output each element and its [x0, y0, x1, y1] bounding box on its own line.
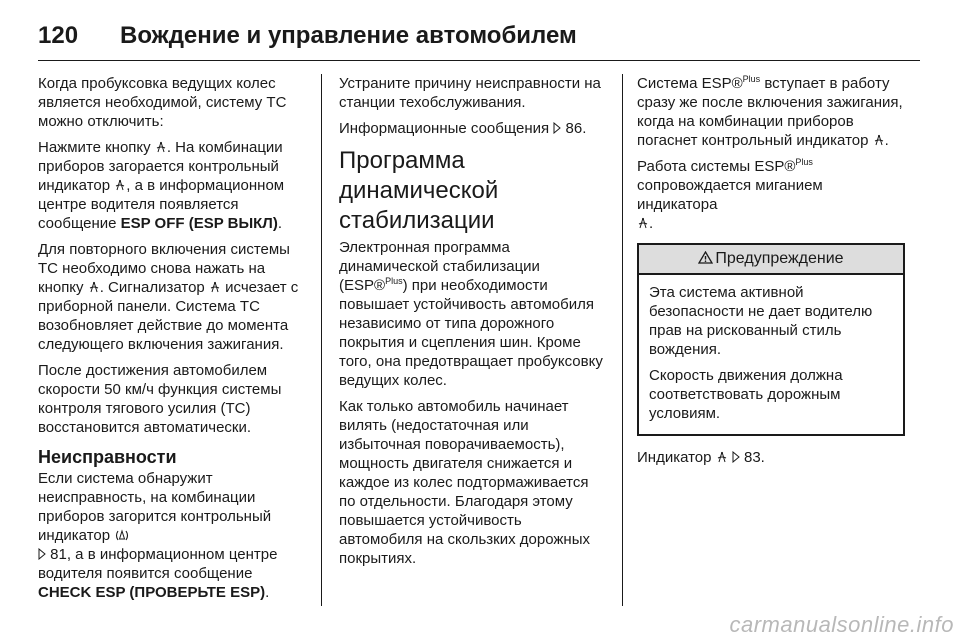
column-divider-1 — [321, 74, 322, 606]
message-check-esp: CHECK ESP (ПРОВЕРЬТЕ ESP) — [38, 584, 266, 601]
paragraph: Система ESP®$^{Plus}$ вступает в работу сразу же после включения зажигания, когда на комбинации приборов погаснет контрольный индикатор . — [637, 74, 903, 149]
paragraph: Работа системы ESP®$^{Plus}$ сопровождается миганием индикатора . — [637, 157, 823, 232]
esp-off-icon — [873, 134, 885, 147]
warning-box — [637, 243, 905, 436]
faults-heading: Неисправности — [38, 447, 177, 467]
reference-arrow-icon — [38, 548, 46, 560]
esp-off-icon — [88, 281, 100, 294]
paragraph: Как только автомобиль начинает вилять (недостаточная или избыточная поворачиваемость), мощность двигателя снижается и каждое из колес подтормаживается по отдельности. Благодаря этому повышается устойчивость автомобиля на скользких дорожных покрытиях. — [339, 398, 590, 567]
column-3 — [637, 74, 905, 474]
page-title: Вождение и управление автомобилем — [120, 22, 577, 49]
traction-control-icon — [114, 529, 130, 542]
column-2 — [339, 74, 607, 575]
warning-body — [639, 275, 903, 434]
paragraph: Когда пробуксовка ведущих колес является необходимой, систему ТС можно отключить: — [38, 75, 287, 130]
paragraph: Для повторного включения системы ТС необходимо снова нажать на кнопку . Сигнализатор исчезает с приборной панели. Система ТС возобновляет действие до момента следующего включения зажигания. — [38, 241, 299, 353]
reference-arrow-icon — [732, 451, 740, 463]
paragraph: Электронная программа динамической стабилизации (ESP®$^{Plus}$) при необходимости повышает устойчивость автомобиля независимо от типа дорожного покрытия и сцепления шин. Кроме того, она предотвращает пробуксовку ведущих колес. — [339, 239, 603, 389]
column-1 — [38, 74, 306, 609]
paragraph: Если система обнаружит неисправность, на комбинации приборов загорится контрольный индикатор 81, а в информационном центре водителя появится сообщение CHECK ESP (ПРОВЕРЬТЕ ESP). — [38, 470, 278, 601]
section-heading-esp: Программа динамической стабилизации — [339, 147, 499, 234]
page-header — [38, 22, 920, 62]
esp-off-icon — [155, 141, 167, 154]
esp-off-icon — [209, 281, 221, 294]
paragraph: Устраните причину неисправности на станции техобслуживания. — [339, 75, 601, 111]
warning-triangle-icon — [698, 251, 713, 264]
warning-title: Предупреждение — [639, 245, 903, 275]
message-esp-off: ESP OFF (ESP ВЫКЛ) — [120, 215, 278, 232]
watermark: carmanualsonline.info — [729, 612, 954, 637]
esp-off-icon — [716, 451, 728, 464]
esp-off-icon — [114, 179, 126, 192]
header-divider — [38, 60, 920, 61]
warning-text: Скорость движения должна соответствовать дорожным условиям. — [649, 367, 843, 422]
column-divider-2 — [622, 74, 623, 606]
paragraph: Нажмите кнопку . На комбинации приборов загорается контрольный индикатор , а в информационном центре водителя появляется сообщение ESP OFF (ESP ВЫКЛ). — [38, 139, 285, 232]
page-number: 120 — [38, 22, 79, 49]
warning-text: Эта система активной безопасности не дает водителю прав на рискованный стиль вождения. — [649, 284, 873, 358]
paragraph: Индикатор 83. — [637, 449, 765, 466]
esp-off-icon — [637, 217, 649, 230]
paragraph: Информационные сообщения 86. — [339, 120, 587, 137]
paragraph: После достижения автомобилем скорости 50 км/ч функция системы контроля тягового усилия (ТС) восстановится автоматически. — [38, 362, 282, 436]
